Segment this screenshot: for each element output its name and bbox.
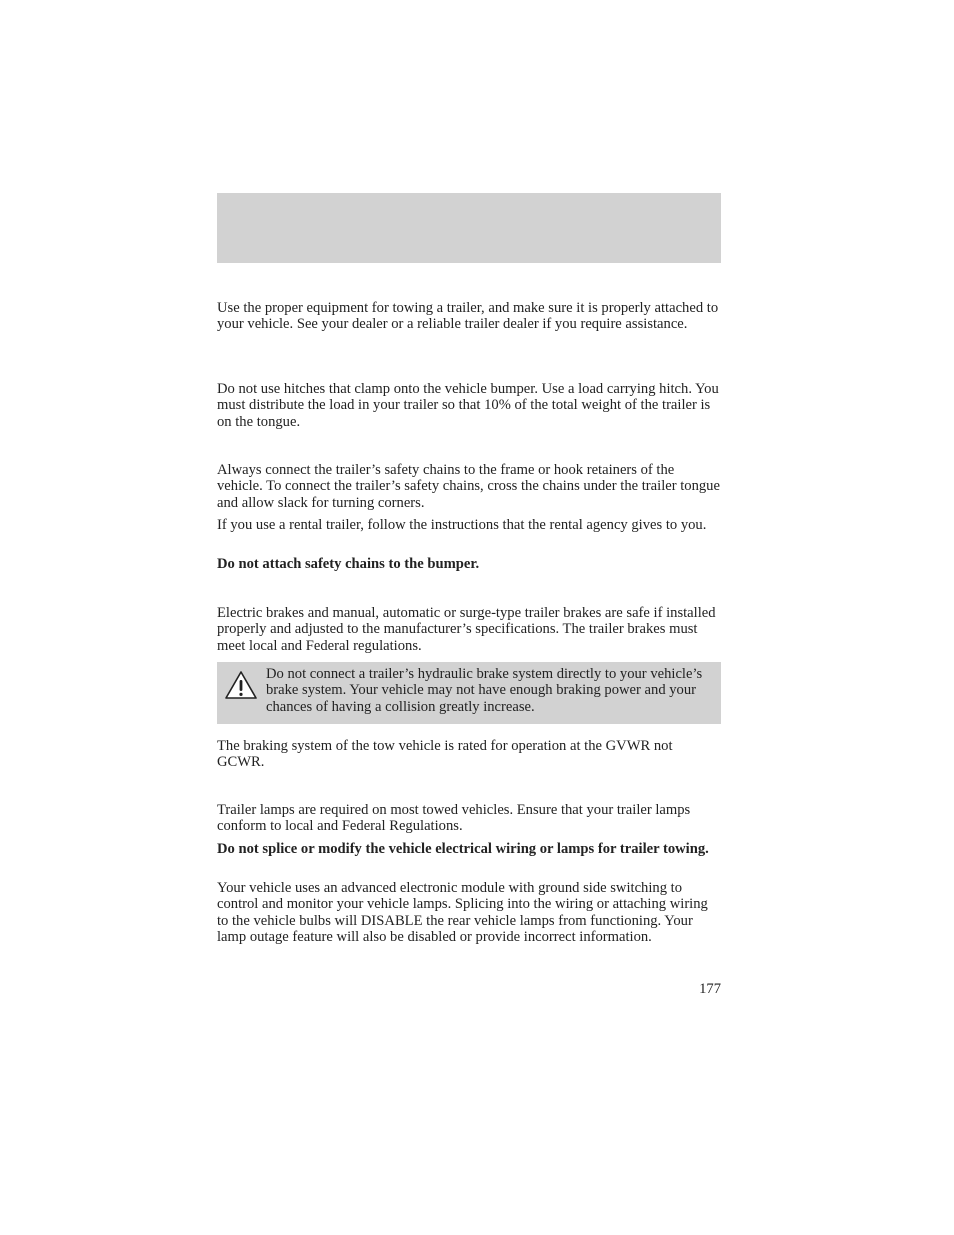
warning-text: Do not connect a trailer’s hydraulic brake system directly to your vehicle’s brake system. Your vehicle may not have enough braking power and your chances of having a collision greatly increase. [266,666,703,715]
page-number: 177 [699,981,721,997]
paragraph-text: Always connect the trailer’s safety chains to the frame or hook retainers of the vehicle. To connect the trailer’s safety chains, cross the chains under the trailer tongue and allow slack for turning corners. [217,462,720,511]
paragraph-hitches [217,381,721,430]
paragraph-equipment [217,300,721,333]
paragraph-trailer-lamps [217,802,721,835]
section-header-band [217,193,721,263]
paragraph-chains-warning [217,556,721,572]
warning-box [217,662,721,724]
warning-triangle-icon [224,670,258,700]
paragraph-safety-chains [217,462,721,511]
paragraph-wiring-warning [217,841,721,857]
paragraph-electronic-module [217,880,721,946]
paragraph-text: Use the proper equipment for towing a trailer, and make sure it is properly attached to your vehicle. See your dealer or a reliable trailer dealer if you require assistance. [217,300,719,333]
paragraph-rental-trailer [217,517,721,533]
paragraph-text: Electric brakes and manual, automatic or surge-type trailer brakes are safe if installed properly and adjusted to the manufacturer’s specifications. The trailer brakes must meet local and Federal regulations. [217,605,716,654]
paragraph-trailer-brakes [217,605,721,654]
bold-notice: Do not splice or modify the vehicle electrical wiring or lamps for trailer towing. [217,841,709,857]
paragraph-text: Your vehicle uses an advanced electronic module with ground side switching to control and monitor your vehicle lamps. Splicing into the wiring or attaching wiring to the vehicle bulbs will DISABLE the rear vehicle lamps from functioning. Your lamp outage feature will also be disabled or provide incorrect information. [217,880,708,946]
paragraph-text: Trailer lamps are required on most towed vehicles. Ensure that your trailer lamps conform to local and Federal Regulations. [217,802,691,835]
paragraph-text: Do not use hitches that clamp onto the vehicle bumper. Use a load carrying hitch. You must distribute the load in your trailer so that 10% of the total weight of the trailer is on the tongue. [217,381,719,430]
paragraph-text: The braking system of the tow vehicle is rated for operation at the GVWR not GCWR. [217,738,673,771]
bold-notice: Do not attach safety chains to the bumper. [217,556,480,572]
paragraph-text: If you use a rental trailer, follow the instructions that the rental agency gives to you. [217,517,707,533]
paragraph-braking-rating [217,738,721,771]
